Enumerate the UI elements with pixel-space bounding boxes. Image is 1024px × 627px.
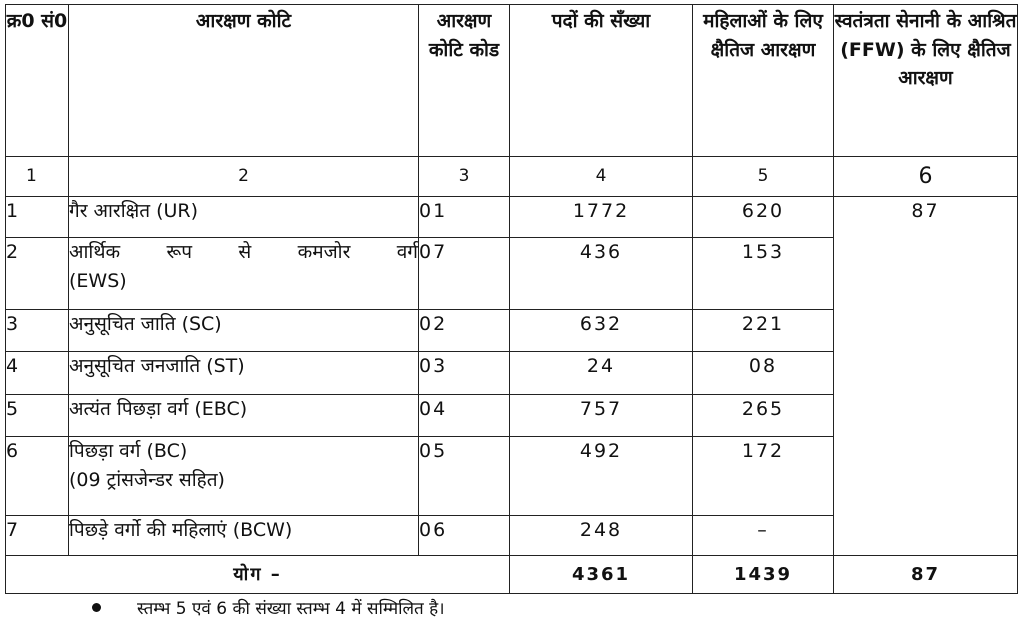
header-code: आरक्षण कोटि कोड xyxy=(419,5,510,157)
column-number-4: 4 xyxy=(510,157,693,197)
total-ffw: 87 xyxy=(834,556,1018,594)
row-women: 153 xyxy=(693,238,834,310)
row-category-line2: (EWS) xyxy=(69,269,127,292)
total-women: 1439 xyxy=(693,556,834,594)
footnote xyxy=(92,596,445,619)
table-row xyxy=(6,197,1018,238)
row-women: 265 xyxy=(693,395,834,437)
row-sno: 4 xyxy=(6,352,69,395)
row-code: 07 xyxy=(419,238,510,310)
header-row xyxy=(6,5,1018,157)
total-label: योग – xyxy=(6,556,510,594)
header-category: आरक्षण कोटि xyxy=(69,5,419,157)
row-women: 620 xyxy=(693,197,834,238)
column-number-6: 6 xyxy=(834,157,1018,197)
column-number-2: 2 xyxy=(69,157,419,197)
ffw-merged-value: 87 xyxy=(834,197,1018,556)
row-sno: 2 xyxy=(6,238,69,310)
total-posts: 4361 xyxy=(510,556,693,594)
row-category: अनुसूचित जाति (SC) xyxy=(69,310,419,352)
row-sno: 7 xyxy=(6,516,69,556)
row-posts: 632 xyxy=(510,310,693,352)
row-code: 05 xyxy=(419,437,510,516)
row-sno: 3 xyxy=(6,310,69,352)
column-number-1: 1 xyxy=(6,157,69,197)
row-posts: 757 xyxy=(510,395,693,437)
row-category-line1: आर्थिक रूप से कमजोर वर्ग xyxy=(69,241,418,263)
row-sno: 1 xyxy=(6,197,69,238)
row-code: 01 xyxy=(419,197,510,238)
column-number-row xyxy=(6,157,1018,197)
row-women: 172 xyxy=(693,437,834,516)
row-code: 03 xyxy=(419,352,510,395)
row-category xyxy=(69,437,419,516)
row-category: गैर आरक्षित (UR) xyxy=(69,197,419,238)
total-row xyxy=(6,556,1018,594)
row-women: – xyxy=(693,516,834,556)
row-code: 04 xyxy=(419,395,510,437)
row-posts: 24 xyxy=(510,352,693,395)
header-ffw: स्वतंत्रता सेनानी के आश्रित (FFW) के लिए क्षैतिज आरक्षण xyxy=(834,5,1018,157)
column-number-5: 5 xyxy=(693,157,834,197)
row-posts: 436 xyxy=(510,238,693,310)
row-posts: 492 xyxy=(510,437,693,516)
row-category: अत्यंत पिछड़ा वर्ग (EBC) xyxy=(69,395,419,437)
column-number-3: 3 xyxy=(419,157,510,197)
row-women: 221 xyxy=(693,310,834,352)
footnote-text: स्तम्भ 5 एवं 6 की संख्या स्तम्भ 4 में सम्मिलित है। xyxy=(137,599,445,619)
row-posts: 248 xyxy=(510,516,693,556)
row-sno: 6 xyxy=(6,437,69,516)
row-women: 08 xyxy=(693,352,834,395)
row-category: पिछड़े वर्गो की महिलाएं (BCW) xyxy=(69,516,419,556)
header-sno: क्र0 सं0 xyxy=(6,5,69,157)
row-code: 06 xyxy=(419,516,510,556)
row-code: 02 xyxy=(419,310,510,352)
header-posts: पदों की सँख्या xyxy=(510,5,693,157)
row-category xyxy=(69,238,419,310)
reservation-table xyxy=(5,4,1018,594)
bullet-icon xyxy=(92,603,101,612)
header-women: महिलाओं के लिए क्षैतिज आरक्षण xyxy=(693,5,834,157)
row-category-line2: (09 ट्रांसजेन्डर सहित) xyxy=(69,468,225,491)
row-posts: 1772 xyxy=(510,197,693,238)
row-category: अनुसूचित जनजाति (ST) xyxy=(69,352,419,395)
row-sno: 5 xyxy=(6,395,69,437)
row-category-line1: पिछड़ा वर्ग (BC) xyxy=(69,440,188,462)
